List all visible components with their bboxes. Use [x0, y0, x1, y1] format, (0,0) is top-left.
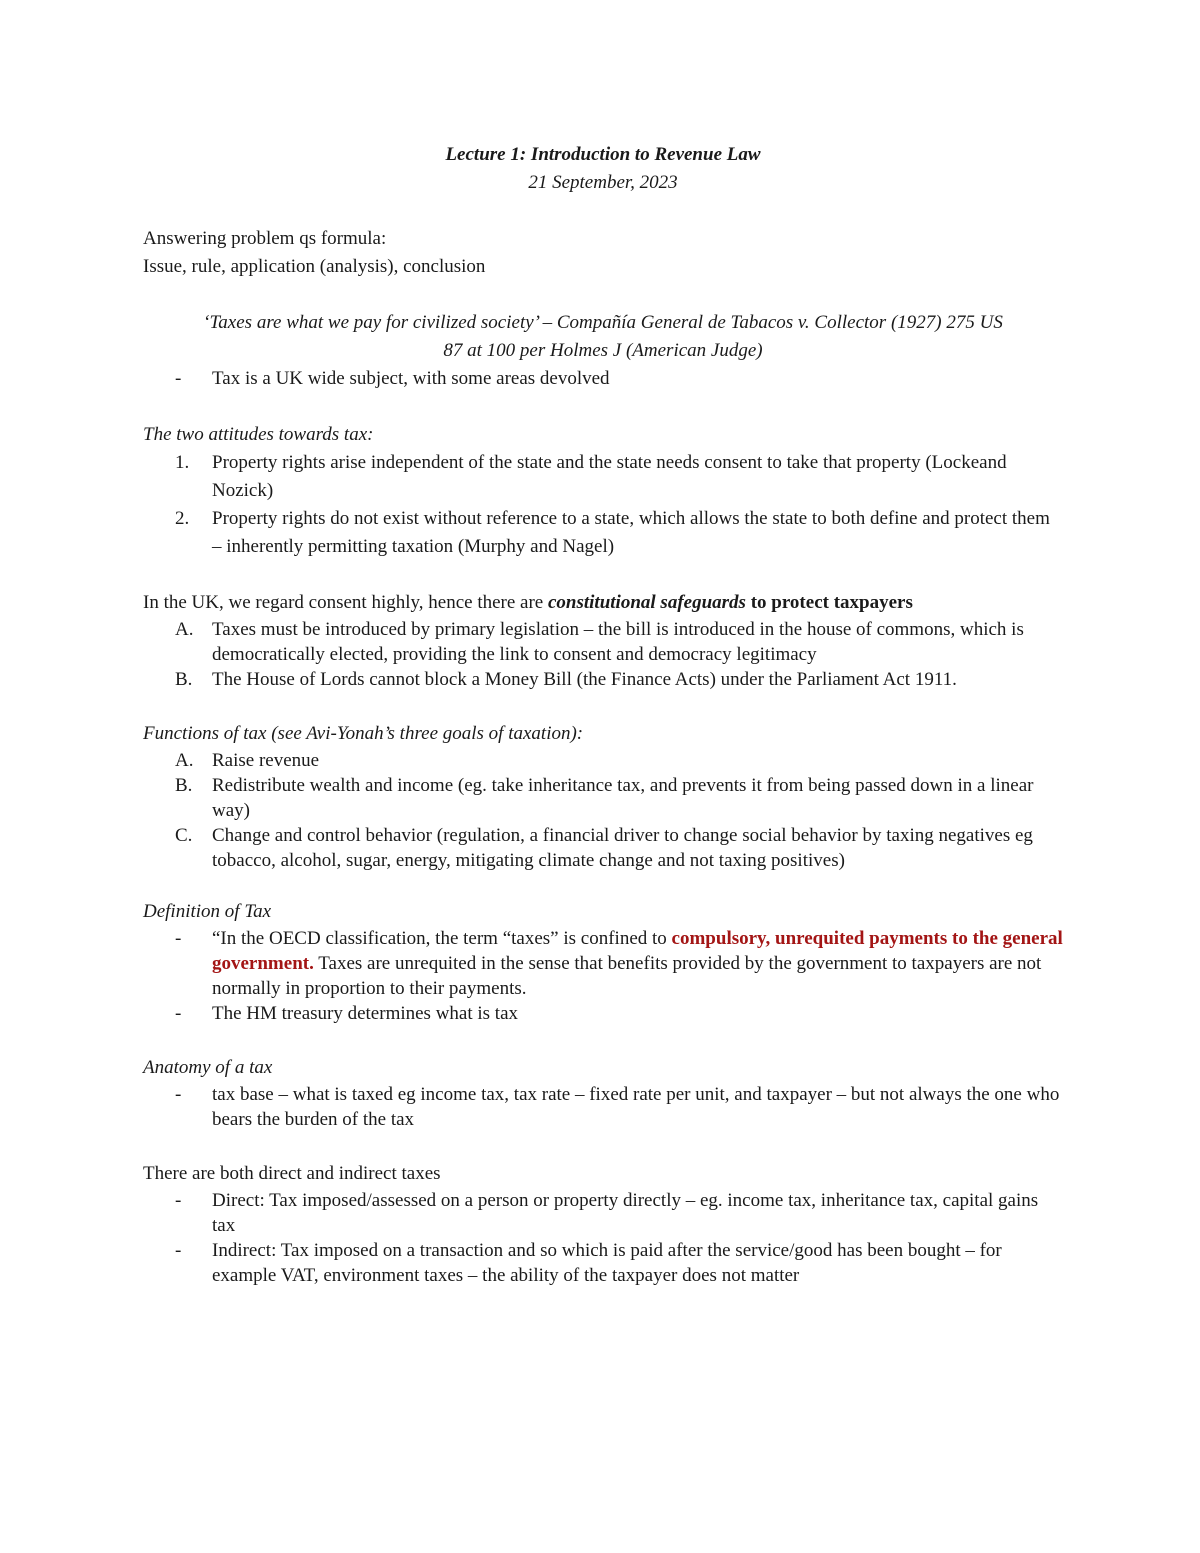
- list-item: [143, 773, 1063, 823]
- list-item: [143, 1001, 1063, 1026]
- functions-list: [143, 748, 1063, 873]
- list-marker: C.: [175, 825, 193, 846]
- quote-line-2: 87 at 100 per Holmes J (American Judge): [443, 340, 763, 361]
- list-item-text: The House of Lords cannot block a Money Bill (the Finance Acts) under the Parliament Act 1911.: [212, 669, 957, 690]
- list-item-text: Tax is a UK wide subject, with some areas devolved: [212, 368, 610, 389]
- list-item: [143, 926, 1063, 1001]
- list-item: [143, 365, 1063, 393]
- bullet-marker: -: [175, 368, 182, 389]
- safeguards-intro-text: In the UK, we regard consent highly, hence there are: [143, 592, 548, 613]
- formula-steps: Issue, rule, application (analysis), conclusion: [143, 256, 486, 277]
- safeguards-intro: [143, 589, 1063, 617]
- list-marker: B.: [175, 669, 193, 690]
- list-item-text: Taxes must be introduced by primary legislation – the bill is introduced in the house of commons, which is democratically elected, providing the link to consent and democracy legitimacy: [212, 619, 1024, 665]
- list-marker: 1.: [175, 452, 190, 473]
- bullet-marker: -: [175, 1240, 182, 1261]
- bullet-marker: -: [175, 1190, 182, 1211]
- list-item-text: Property rights arise independent of the state and the state needs consent to take that property (Lockeand Nozick): [212, 452, 1007, 501]
- list-item: [143, 449, 1063, 505]
- formula-heading: Answering problem qs formula:: [143, 228, 387, 249]
- list-marker: A.: [175, 619, 194, 640]
- list-item-text: Direct: Tax imposed/assessed on a person or property directly – eg. income tax, inheritance tax, capital gains tax: [212, 1190, 1039, 1236]
- functions-heading: Functions of tax (see Avi-Yonah’s three goals of taxation):: [143, 723, 584, 744]
- definition-highlight: compulsory, unrequited payments to the general government.: [212, 928, 1063, 974]
- document-body: [143, 141, 1063, 1288]
- list-item: [143, 617, 1063, 667]
- list-item-text: The HM treasury determines what is tax: [212, 1003, 519, 1024]
- anatomy-heading: Anatomy of a tax: [143, 1057, 273, 1078]
- definition-heading: Definition of Tax: [143, 901, 272, 922]
- list-item-text: Raise revenue: [212, 750, 320, 771]
- safeguards-list: [143, 617, 1063, 692]
- list-marker: B.: [175, 775, 193, 796]
- quote-bullets: [143, 365, 1063, 393]
- list-marker: 2.: [175, 508, 190, 529]
- page-title: Lecture 1: Introduction to Revenue Law: [445, 144, 761, 165]
- list-item: [143, 748, 1063, 773]
- bullet-marker: -: [175, 1084, 182, 1105]
- list-item-text: Redistribute wealth and income (eg. take inheritance tax, and prevents it from being passed down in a linear way): [212, 775, 1034, 821]
- direct-indirect-list: [143, 1188, 1063, 1288]
- list-item: [143, 505, 1063, 561]
- attitudes-list: [143, 449, 1063, 561]
- bullet-marker: -: [175, 928, 182, 949]
- list-item: [143, 667, 1063, 692]
- list-item: [143, 1188, 1063, 1238]
- anatomy-list: [143, 1082, 1063, 1132]
- definition-quote-end: Taxes are unrequited in the sense that benefits provided by the government to taxpayers are not normally in proportion to their payments.: [212, 953, 1042, 999]
- list-marker: A.: [175, 750, 194, 771]
- quote-line-1: ‘Taxes are what we pay for civilized society’ – Compañía General de Tabacos v. Collector (1927) 275 US: [203, 312, 1003, 333]
- direct-indirect-heading: There are both direct and indirect taxes: [143, 1163, 441, 1184]
- list-item: [143, 1082, 1063, 1132]
- safeguards-bold: to protect taxpayers: [745, 592, 913, 613]
- list-item-text: Property rights do not exist without reference to a state, which allows the state to both define and protect them – inherently permitting taxation (Murphy and Nagel): [212, 508, 1050, 557]
- safeguards-emphasis: constitutional safeguards: [547, 592, 746, 613]
- definition-list: [143, 926, 1063, 1026]
- definition-quote-start: “In the OECD classification, the term “taxes” is confined to: [212, 928, 672, 949]
- list-item: [143, 823, 1063, 873]
- list-item-text: Change and control behavior (regulation, a financial driver to change social behavior by taxing negatives eg tobacco, alcohol, sugar, energy, mitigating climate change and not taxing positives): [212, 825, 1033, 871]
- list-item-text: Indirect: Tax imposed on a transaction and so which is paid after the service/good has been bought – for example VAT, environment taxes – the ability of the taxpayer does not matter: [212, 1240, 1002, 1286]
- attitudes-heading: The two attitudes towards tax:: [143, 424, 374, 445]
- list-item-text: tax base – what is taxed eg income tax, tax rate – fixed rate per unit, and taxpayer – but not always the one who bears the burden of the tax: [212, 1084, 1060, 1130]
- bullet-marker: -: [175, 1003, 182, 1024]
- lecture-date: 21 September, 2023: [528, 172, 678, 193]
- list-item: [143, 1238, 1063, 1288]
